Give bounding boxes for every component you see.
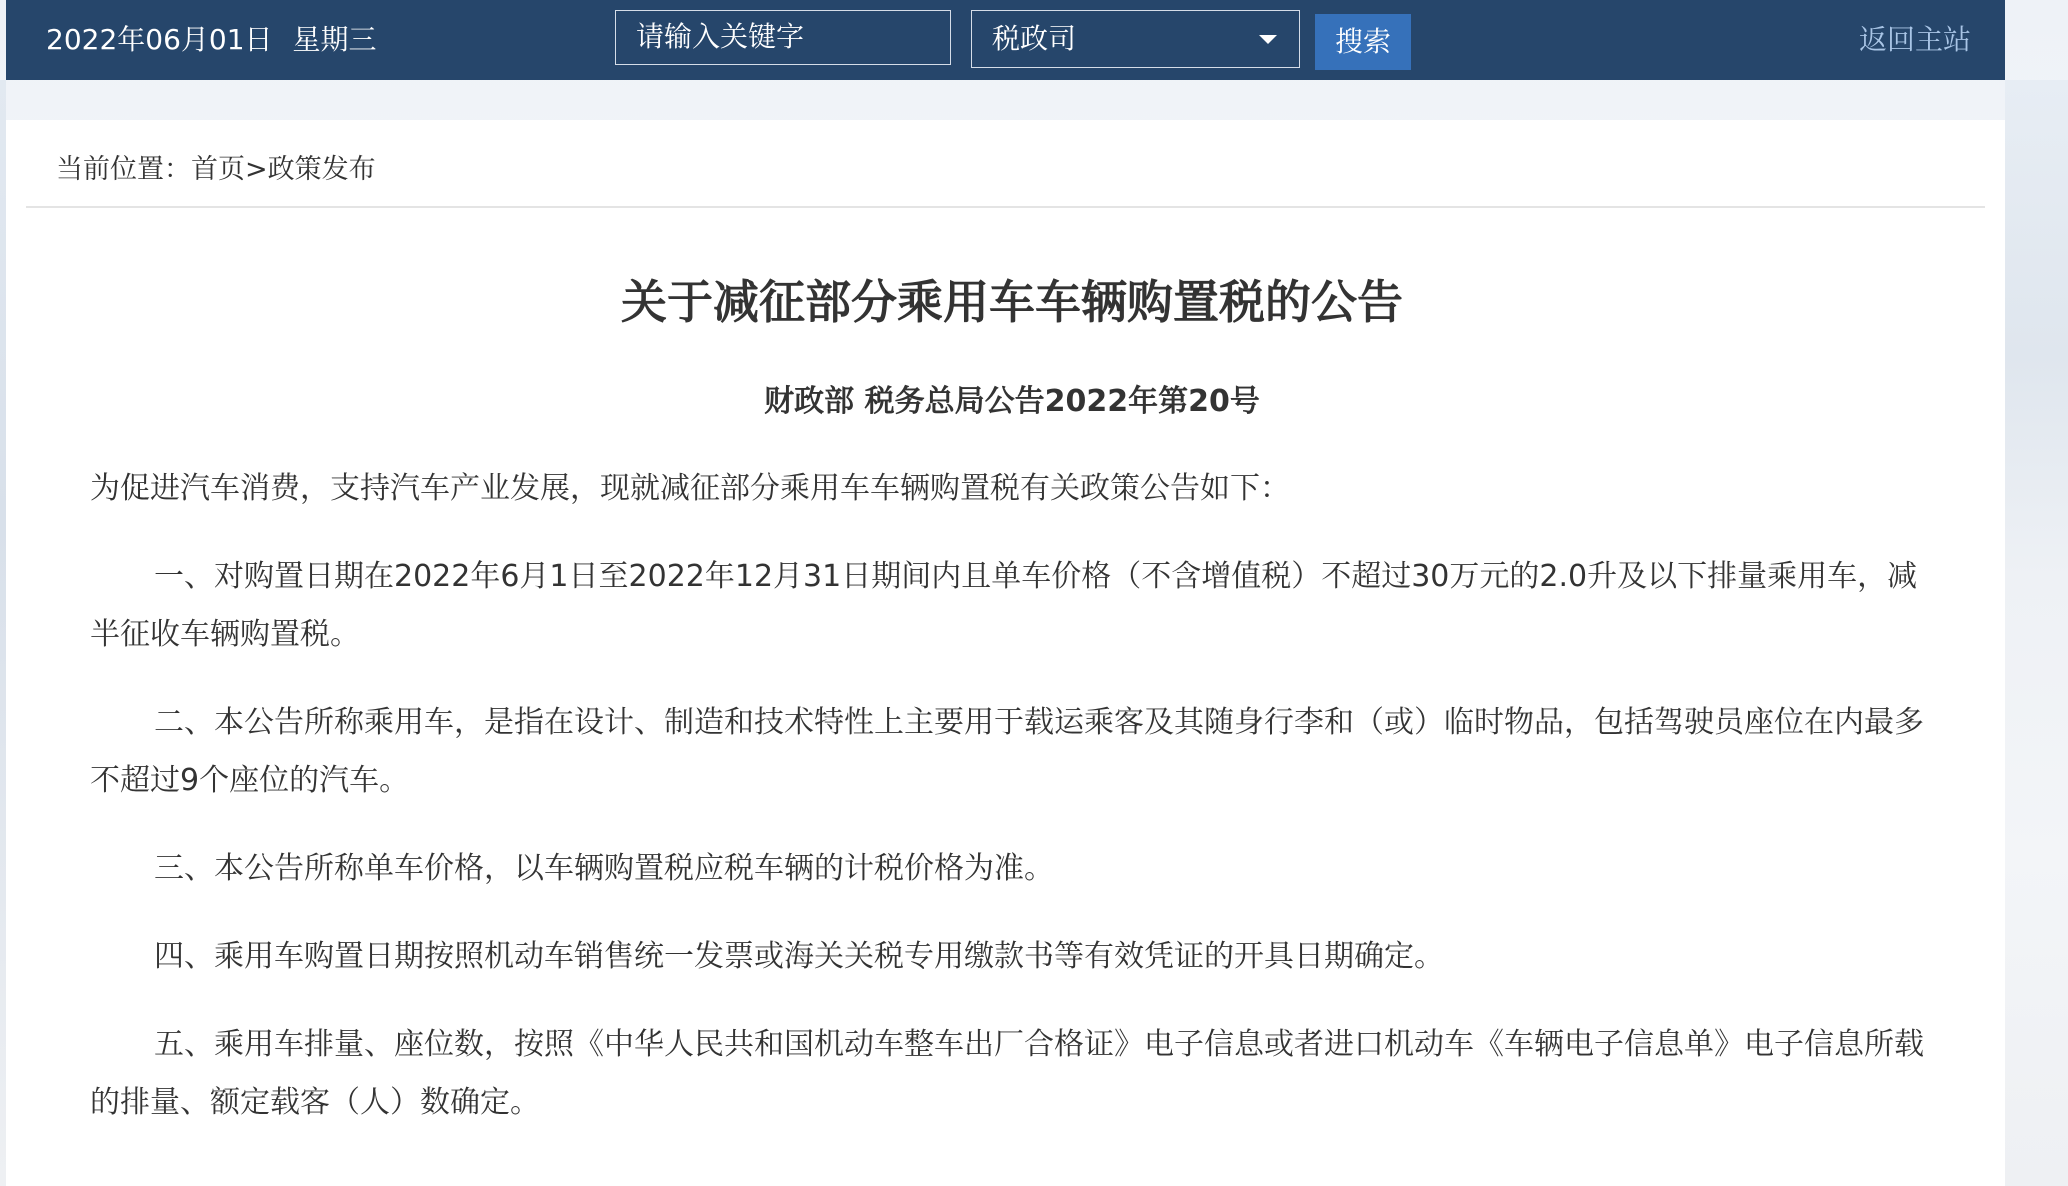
page-background-right <box>2005 80 2068 1186</box>
article-paragraph: 二、本公告所称乘用车，是指在设计、制造和技术特性上主要用于载运乘客及其随身行李和（或）临时物品，包括驾驶员座位在内最多不超过9个座位的汽车。 <box>90 705 1924 798</box>
search-button[interactable]: 搜索 <box>1315 14 1411 70</box>
breadcrumb-separator: > <box>245 154 268 185</box>
breadcrumb-prefix: 当前位置： <box>56 154 191 185</box>
article-intro: 为促进汽车消费，支持汽车产业发展，现就减征部分乘用车车辆购置税有关政策公告如下： <box>90 471 1290 506</box>
article-card <box>6 120 2005 1186</box>
article-paragraph: 五、乘用车排量、座位数，按照《中华人民共和国机动车整车出厂合格证》电子信息或者进口机动车《车辆电子信息单》电子信息所载的排量、额定载客（人）数确定。 <box>90 1027 1924 1120</box>
article-body <box>90 460 1930 1162</box>
weekday-text: 星期三 <box>292 23 377 56</box>
search-input[interactable]: 请输入关键字 <box>615 10 951 65</box>
date-text: 2022年06月01日 <box>46 23 273 56</box>
breadcrumb-current[interactable]: 政策发布 <box>267 154 376 185</box>
article-paragraph: 三、本公告所称单车价格，以车辆购置税应税车辆的计税价格为准。 <box>154 851 1054 886</box>
breadcrumb-home-link[interactable]: 首页 <box>191 154 245 185</box>
home-link[interactable]: 返回主站 <box>1859 23 1972 56</box>
breadcrumb <box>56 150 376 190</box>
article-paragraph: 一、对购置日期在2022年6月1日至2022年12月31日期间内且单车价格（不含增值税）不超过30万元的2.0升及以下排量乘用车，减半征收车辆购置税。 <box>90 559 1918 652</box>
chevron-down-icon <box>1259 35 1277 44</box>
breadcrumb-divider <box>26 206 1985 208</box>
current-date <box>46 20 377 60</box>
department-select-value: 税政司 <box>992 22 1077 55</box>
document-number: 财政部 税务总局公告2022年第20号 <box>764 384 1260 419</box>
article-paragraph: 四、乘用车购置日期按照机动车销售统一发票或海关关税专用缴款书等有效凭证的开具日期确定。 <box>154 939 1444 974</box>
article-title: 关于减征部分乘用车车辆购置税的公告 <box>621 275 1403 329</box>
top-bar <box>6 0 2005 80</box>
department-select[interactable] <box>971 10 1300 68</box>
